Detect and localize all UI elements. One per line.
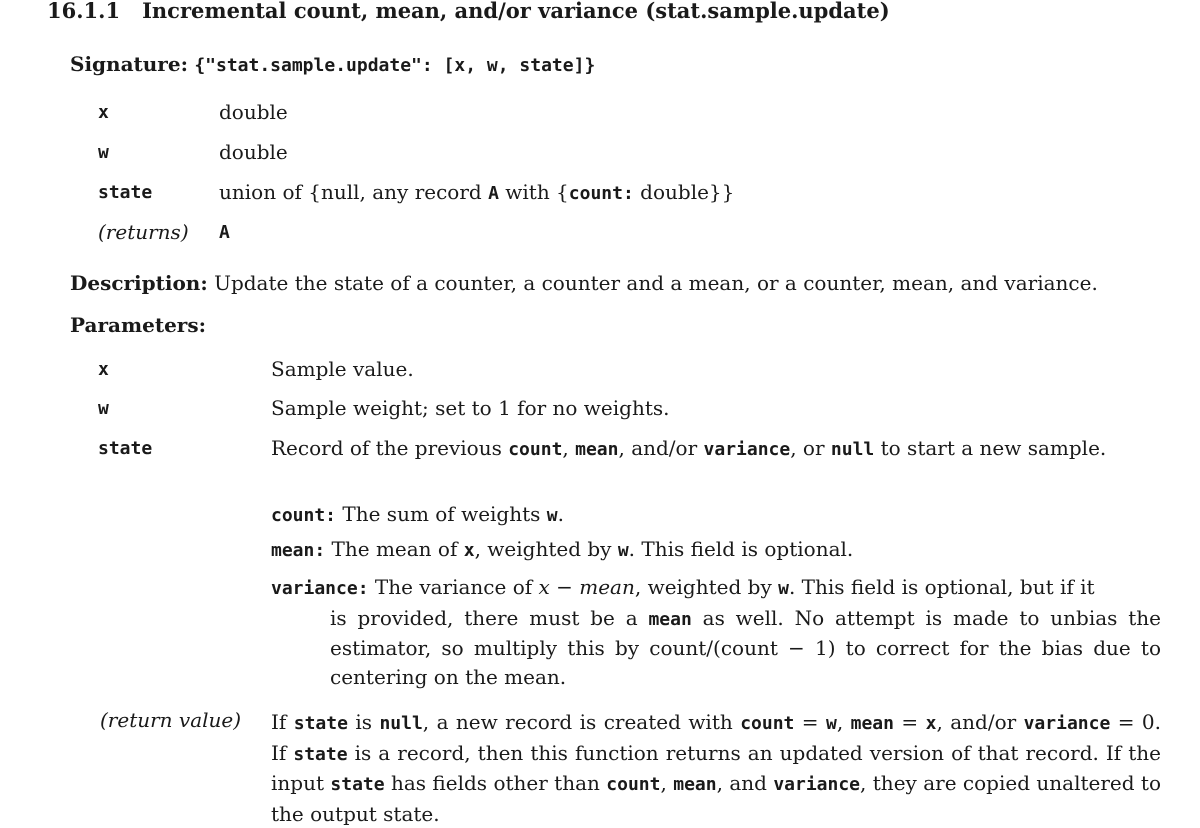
- rv-code: null: [379, 713, 423, 734]
- field-code: x: [463, 540, 475, 561]
- type-name-state: state: [98, 182, 153, 203]
- type-text: with {: [498, 180, 569, 204]
- rv-code: mean: [850, 713, 894, 734]
- param-text: , and/or: [618, 436, 704, 460]
- type-text: union of {null, any record: [219, 180, 489, 204]
- param-name-return-value: (return value): [100, 708, 242, 732]
- field-text: The mean of: [325, 537, 464, 561]
- field-mean: [271, 537, 853, 561]
- rv-text: , and: [716, 771, 774, 795]
- type-name-w: w: [98, 142, 109, 163]
- param-text: , or: [790, 436, 831, 460]
- field-text: , weighted by: [474, 537, 618, 561]
- field-code: mean: [648, 608, 692, 630]
- signature-line: [70, 52, 595, 76]
- param-text: ,: [562, 436, 576, 460]
- rv-text: , and/or: [936, 710, 1024, 734]
- param-name-w: w: [98, 398, 109, 419]
- field-code: w: [617, 540, 629, 561]
- field-text: The sum of weights: [336, 502, 547, 526]
- rv-text: ,: [660, 771, 674, 795]
- rv-text: , they are copied unaltered to the output state.: [271, 771, 1161, 826]
- param-desc-return-value: [271, 708, 1161, 828]
- description: [70, 271, 1098, 295]
- signature-code: {"stat.sample.update": [x, w, state]}: [194, 55, 596, 76]
- rv-code: state: [293, 743, 348, 765]
- field-text: The variance of: [368, 575, 539, 599]
- rv-text: = 0. If: [271, 710, 1161, 765]
- type-code: count:: [568, 183, 634, 204]
- section-title: Incremental count, mean, and/or variance (stat.sample.update): [142, 0, 890, 23]
- param-code: null: [830, 439, 875, 460]
- rv-code: state: [293, 713, 348, 734]
- type-value-x: double: [219, 100, 288, 124]
- rv-text: is a record, then this function returns an updated version of that record. If the input: [271, 740, 1161, 795]
- field-text: as well. No attempt is made to unbias the estimator, so multiply this by count/(count − 1) to correct for the bias due to centering on the mean.: [330, 605, 1162, 689]
- signature-label: Signature:: [70, 52, 188, 76]
- param-desc-state: [271, 436, 1106, 460]
- param-text: Record of the previous: [271, 436, 509, 460]
- field-text: .: [557, 502, 564, 526]
- section-heading: [47, 0, 890, 23]
- description-label: Description:: [70, 271, 208, 295]
- rv-code: mean: [673, 774, 717, 795]
- type-code: A: [488, 183, 499, 204]
- description-text: Update the state of a counter, a counter and a mean, or a counter, mean, and variance.: [214, 271, 1098, 295]
- rv-text: If: [271, 710, 294, 734]
- field-text: is provided, there must be a: [330, 605, 649, 630]
- field-variance: [271, 573, 1161, 691]
- param-code: mean: [575, 439, 619, 460]
- field-key: variance:: [271, 578, 369, 599]
- rv-code: x: [925, 713, 937, 734]
- rv-code: count: [606, 774, 661, 795]
- field-variance-continuation: [271, 604, 1161, 692]
- type-value-returns: A: [219, 222, 230, 243]
- param-code: variance: [703, 439, 791, 460]
- field-text: . This field is optional, but if it: [788, 575, 1095, 599]
- param-name-state: state: [98, 438, 153, 459]
- field-key: count:: [271, 505, 337, 526]
- parameters-heading: Parameters:: [70, 313, 206, 337]
- field-code: w: [778, 578, 789, 599]
- rv-code: state: [330, 774, 385, 795]
- rv-code: w: [825, 713, 837, 734]
- param-code: count: [508, 439, 563, 460]
- rv-text: is: [347, 710, 380, 734]
- type-name-x: x: [98, 102, 109, 123]
- field-text: . This field is optional.: [628, 537, 854, 561]
- param-desc-w: Sample weight; set to 1 for no weights.: [271, 396, 670, 420]
- param-name-x: x: [98, 359, 109, 380]
- type-text: double}}: [633, 180, 735, 204]
- field-text: , weighted by: [634, 575, 779, 599]
- field-math: x − mean: [538, 575, 635, 599]
- field-key: mean:: [271, 540, 326, 561]
- rv-text: =: [794, 710, 826, 734]
- rv-code: variance: [1023, 713, 1111, 734]
- type-value-w: double: [219, 140, 288, 164]
- rv-text: ,: [836, 710, 851, 734]
- rv-text: has fields other than: [384, 771, 607, 795]
- rv-code: count: [740, 713, 795, 734]
- type-value-state: [219, 180, 734, 204]
- field-code: w: [546, 505, 558, 526]
- rv-text: , a new record is created with: [422, 710, 741, 734]
- field-count: [271, 502, 564, 526]
- rv-text: =: [893, 710, 926, 734]
- rv-code: variance: [773, 774, 861, 795]
- type-name-returns: (returns): [98, 220, 189, 244]
- param-text: to start a new sample.: [874, 436, 1107, 460]
- section-number: 16.1.1: [47, 0, 121, 23]
- param-desc-x: Sample value.: [271, 357, 414, 381]
